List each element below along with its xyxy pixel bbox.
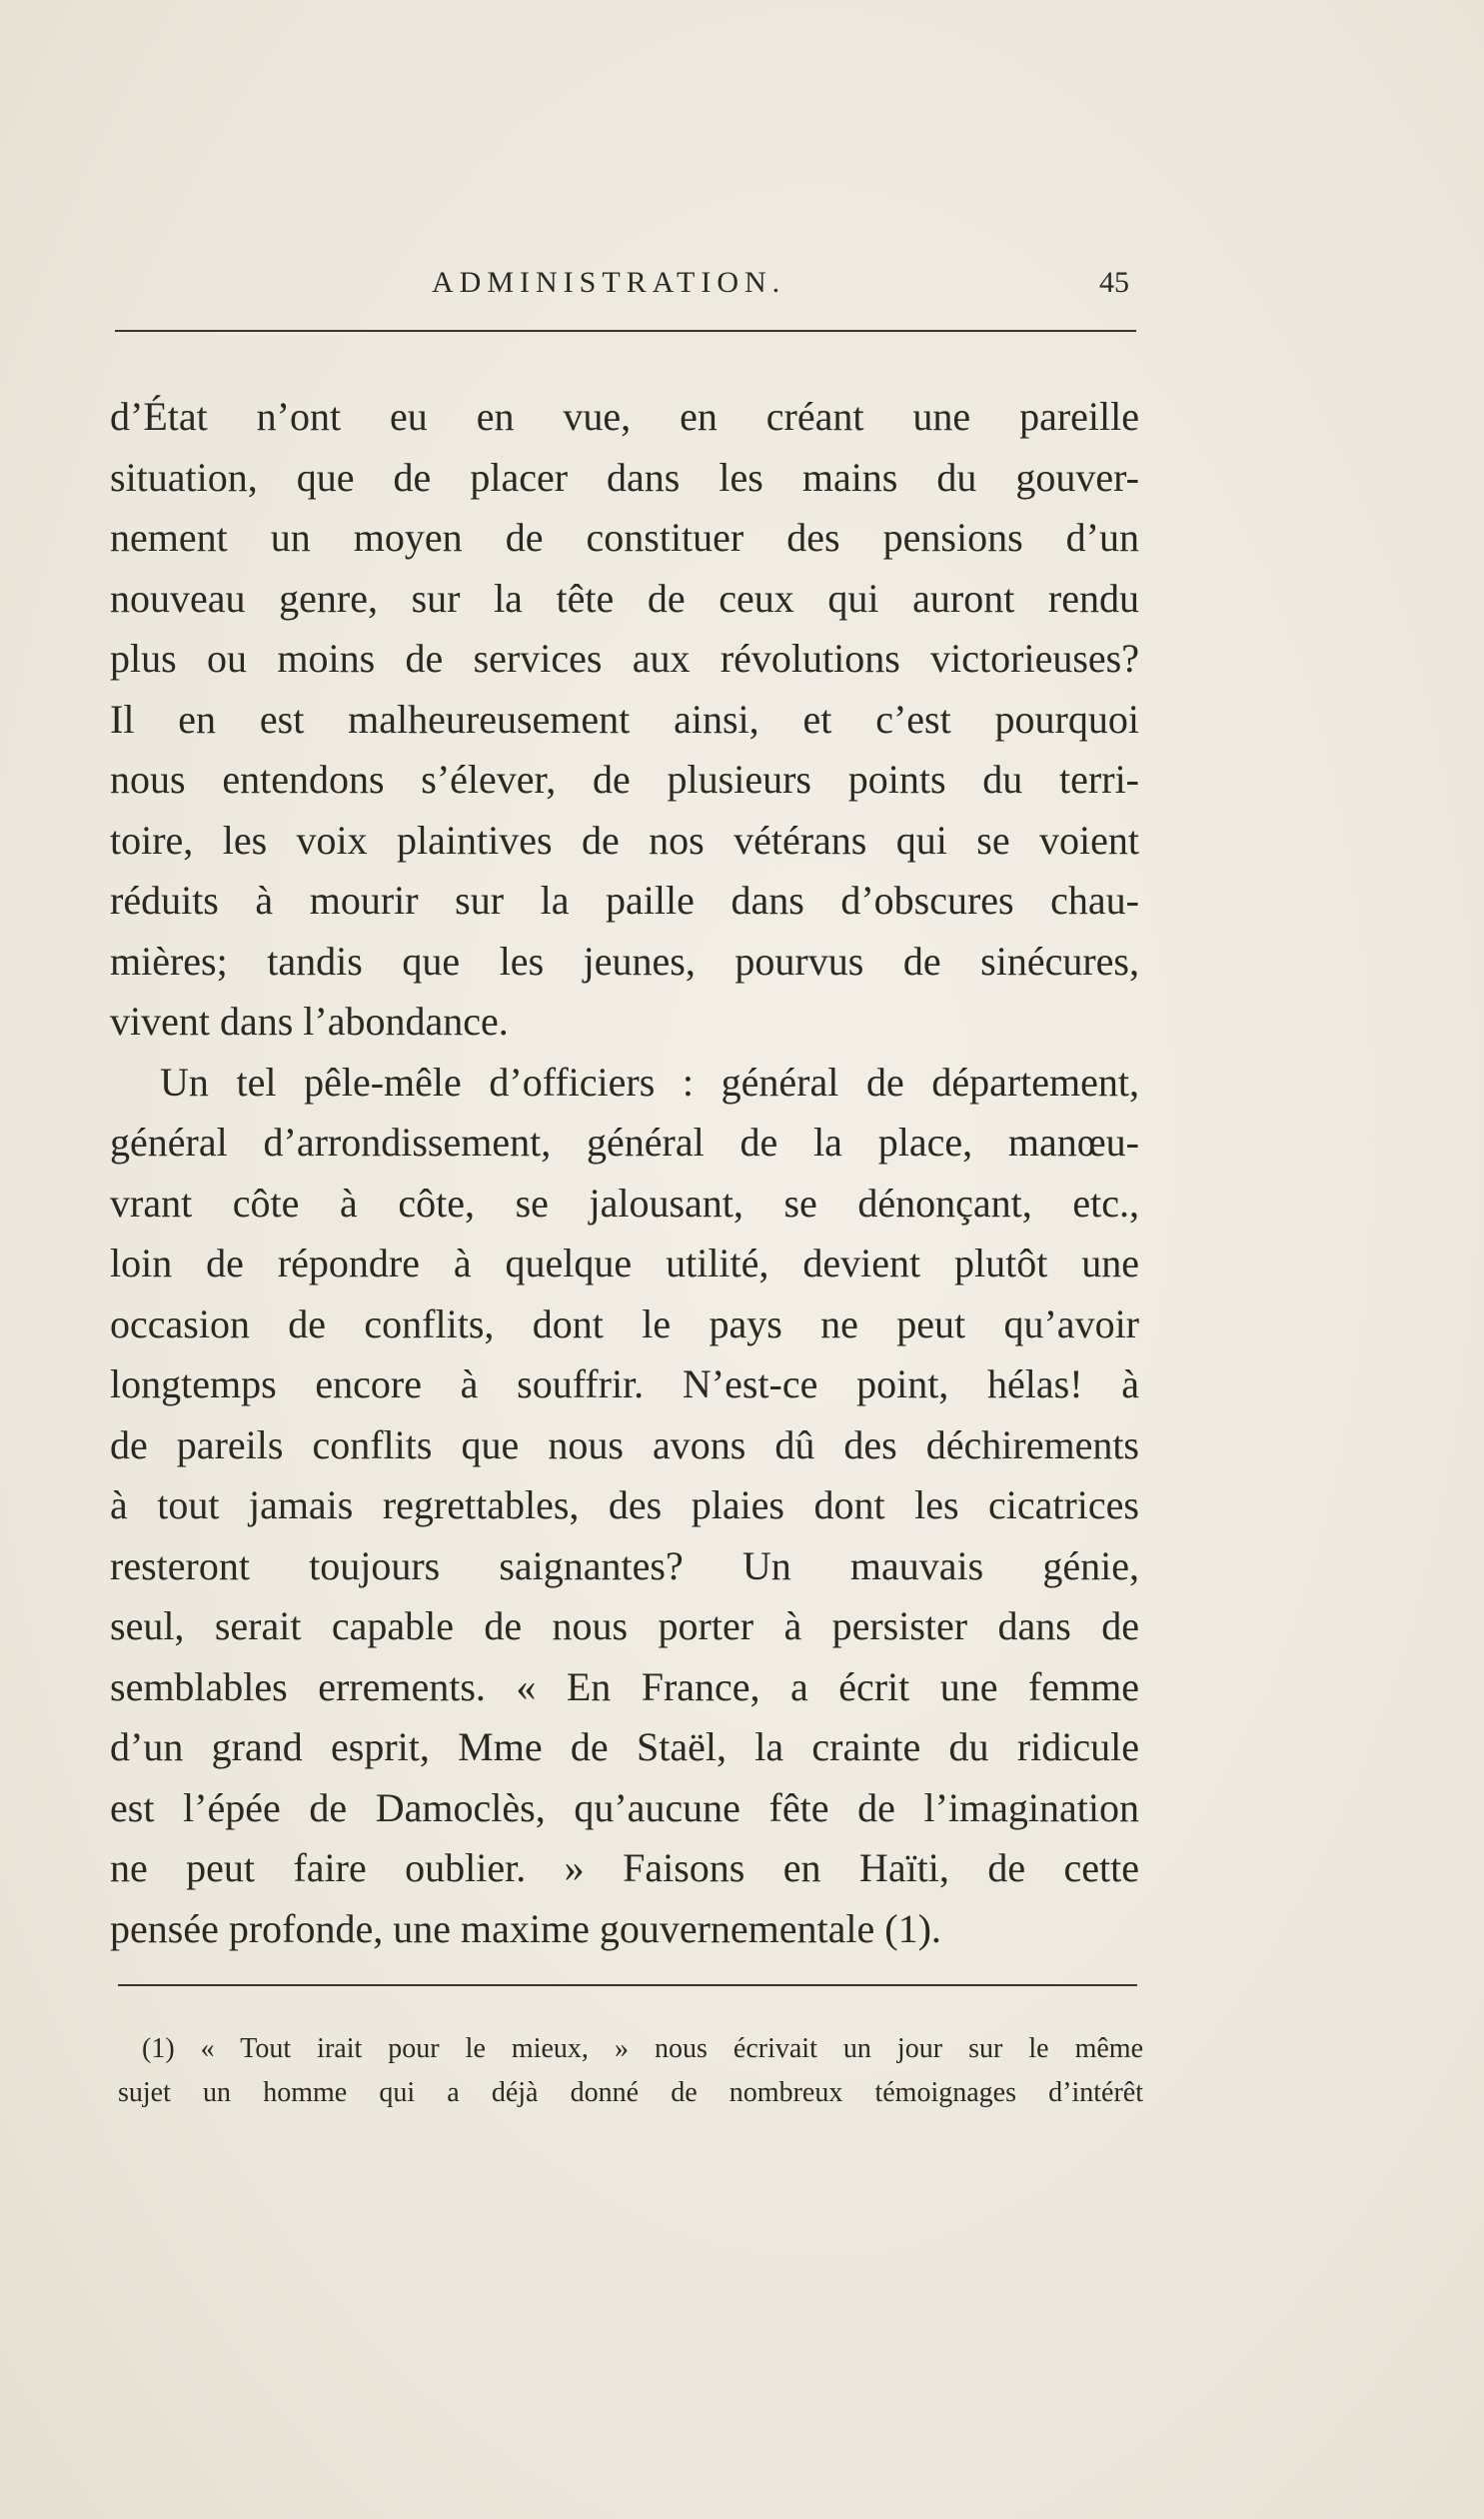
text-line: réduits à mourir sur la paille dans d’obscures chau-: [110, 878, 1139, 923]
page-number: 45: [1099, 266, 1129, 299]
text-line: occasion de conflits, dont le pays ne peut qu’avoir: [110, 1300, 1139, 1346]
text-line: d’un grand esprit, Mme de Staël, la crainte du ridicule: [110, 1724, 1139, 1769]
text-line: général d’arrondissement, général de la place, manœu-: [110, 1120, 1139, 1165]
text-line: nous entendons s’élever, de plusieurs points du terri-: [110, 757, 1139, 802]
text-line: d’État n’ont eu en vue, en créant une pareille: [110, 394, 1139, 439]
text-line: plus ou moins de services aux révolutions victorieuses?: [110, 636, 1139, 681]
text-line: mières; tandis que les jeunes, pourvus de sinécures,: [110, 938, 1139, 984]
footnote: [118, 2027, 1143, 2115]
text-line: ne peut faire oublier. » Faisons en Haïti, de cette: [110, 1845, 1139, 1890]
text-line: situation, que de placer dans les mains du gouver-: [110, 454, 1139, 500]
text-line: Un tel pêle-mêle d’officiers : général de département,: [160, 1059, 1139, 1105]
text-line: vrant côte à côte, se jalousant, se dénonçant, etc.,: [110, 1180, 1139, 1226]
text-line: à tout jamais regrettables, des plaies dont les cicatrices: [110, 1482, 1139, 1527]
footnote-line: (1) « Tout irait pour le mieux, » nous écrivait un jour sur le même: [142, 2033, 1143, 2064]
text-line: semblables errements. « En France, a écrit une femme: [110, 1663, 1139, 1709]
running-head: [0, 258, 1484, 308]
text-line: pensée profonde, une maxime gouvernementale (1).: [110, 1905, 941, 1951]
text-line: toire, les voix plaintives de nos vétérans qui se voient: [110, 817, 1139, 863]
footnote-rule: [118, 1984, 1137, 1986]
text-line: seul, serait capable de nous porter à persister dans de: [110, 1603, 1139, 1648]
text-line: Il en est malheureusement ainsi, et c’est pourquoi: [110, 696, 1139, 742]
running-title: ADMINISTRATION.: [432, 266, 786, 299]
text-line: resteront toujours saignantes? Un mauvais génie,: [110, 1542, 1139, 1588]
text-line: nouveau genre, sur la tête de ceux qui auront rendu: [110, 575, 1139, 621]
text-line: nement un moyen de constituer des pensions d’un: [110, 515, 1139, 560]
text-line: est l’épée de Damoclès, qu’aucune fête de l’imagination: [110, 1784, 1139, 1830]
header-rule: [115, 330, 1136, 332]
footnote-line: sujet un homme qui a déjà donné de nombreux témoignages d’intérêt: [118, 2077, 1143, 2108]
text-line: longtemps encore à souffrir. N’est-ce point, hélas! à: [110, 1361, 1139, 1406]
text-line: vivent dans l’abondance.: [110, 999, 509, 1044]
text-line: de pareils conflits que nous avons dû des déchirements: [110, 1421, 1139, 1467]
text-line: loin de répondre à quelque utilité, devient plutôt une: [110, 1241, 1139, 1285]
body-text: [110, 387, 1139, 1959]
